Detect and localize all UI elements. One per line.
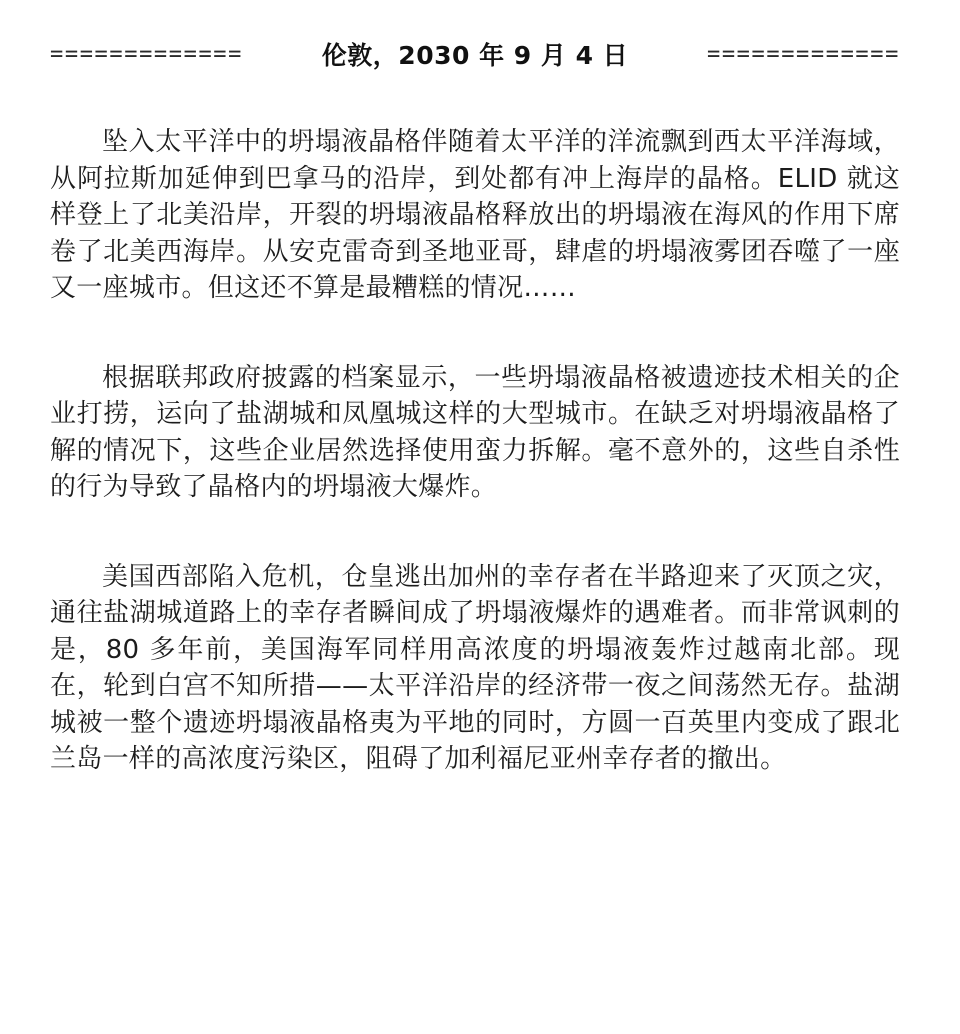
body-text (50, 124, 900, 778)
paragraph-2: 根据联邦政府披露的档案显示，一些坍塌液晶格被遗迹技术相关的企业打捞，运向了盐湖城和凤凰城这样的大型城市。在缺乏对坍塌液晶格了解的情况下，这些企业居然选择使用蛮力拆解。毫不意外的，这些自杀性的行为导致了晶格内的坍塌液大爆炸。 (50, 362, 900, 502)
header-rule-right: ============= (706, 42, 900, 67)
paragraph-3: 美国西部陷入危机，仓皇逃出加州的幸存者在半路迎来了灭顶之灾，通往盐湖城道路上的幸存者瞬间成了坍塌液爆炸的遇难者。而非常讽刺的是，80 多年前，美国海军同样用高浓度的坍塌液轰炸过越南北部。现在，轮到白宫不知所措——太平洋沿岸的经济带一夜之间荡然无存。盐湖城被一整个遗迹坍塌液晶格夷为平地的同时，方圆一百英里内变成了跟北兰岛一样的高浓度污染区，阻碍了加利福尼亚州幸存者的撤出。 (50, 561, 900, 774)
dateline-title: 伦敦，2030 年 9 月 4 日 (321, 40, 629, 70)
paragraph-1: 坠入太平洋中的坍塌液晶格伴随着太平洋的洋流飘到西太平洋海域，从阿拉斯加延伸到巴拿马的沿岸，到处都有冲上海岸的晶格。ELID 就这样登上了北美沿岸，开裂的坍塌液晶格释放出的坍塌液在海风的作用下席卷了北美西海岸。从安克雷奇到圣地亚哥，肆虐的坍塌液雾团吞噬了一座又一座城市。但这还不算是最糟糕的情况…… (50, 127, 900, 303)
dateline-header (50, 32, 900, 78)
header-rule-left: ============= (50, 42, 243, 67)
